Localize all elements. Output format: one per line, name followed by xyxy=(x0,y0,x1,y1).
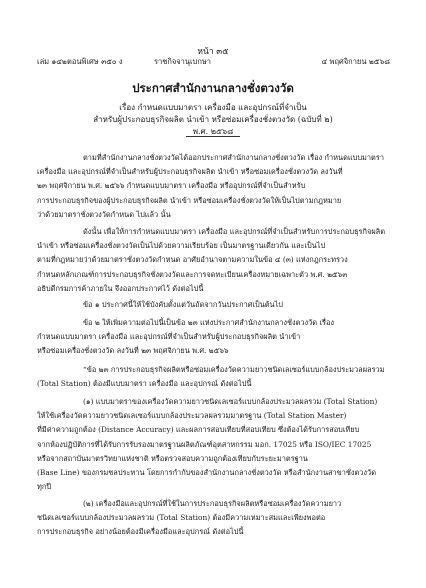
text-line: (Base Line) ของกรมชลประทาน โดยการกำกับของสำนักงานกลางชั่งตวงวัด หรือสำนักงานสาขาชั่งตวงวัด xyxy=(37,468,376,478)
volume-label: เล่ม ๑๔๒ xyxy=(37,57,67,66)
clause-1 xyxy=(37,298,390,312)
clause-2 xyxy=(37,316,390,359)
page-number: หน้า ๓๕ xyxy=(197,47,229,57)
text-line: ดังนั้น เพื่อให้การกำหนดแบบมาตรา เครื่องมือ และอุปกรณ์ที่จำเป็นสำหรับการประกอบธุรกิจผลิต xyxy=(83,227,385,236)
text-line: (๑) แบบมาตราของเครื่องวัดความยาวชนิดเลเซอร์แบบกล้องประมวลผลรวม (Total Station) xyxy=(83,397,378,406)
subject-line: เรื่อง กำหนดแบบมาตรา เครื่องมือ และอุปกรณ์ที่จำเป็น xyxy=(119,103,307,112)
text-line: ที่มีค่าความถูกต้อง (Distance Accuracy) และผลการสอบเทียบที่สอบเทียบ ซึ่งต้องได้รับการสอบเทียบ xyxy=(37,425,360,435)
text-line: ทุกปี xyxy=(37,482,52,492)
text-line: เครื่องมือ และอุปกรณ์ที่จำเป็นสำหรับผู้ประกอบธุรกิจผลิต นำเข้า หรือซ่อมเครื่องชั่งตวงวัด ลงวันที่ xyxy=(37,167,343,177)
text-line: ข้อ ๑ ประกาศนี้ให้ใช้บังคับตั้งแต่วันถัดจากวันประกาศเป็นต้นไป xyxy=(83,300,284,309)
text-line: กำหนดหลักเกณฑ์การประกอบธุรกิจชั่งตวงวัดและการจดทะเบียนเครื่องหมายเฉพาะตัว พ.ศ. ๒๕๖๓ xyxy=(37,269,348,279)
title-divider xyxy=(186,136,240,137)
gazette-header xyxy=(37,56,390,68)
text-line: ชนิดเลเซอร์แบบกล้องประมวลผลรวม (Total Station) ต้องมีความเหมาะสมและเพียงพอต่อ xyxy=(37,513,326,523)
text-line: ว่าด้วยมาตราชั่งตวงวัดกำหนด ไปแล้ว นั้น xyxy=(37,209,171,219)
clause-23-item-2 xyxy=(37,497,390,540)
text-line: หรือซ่อมเครื่องชั่งตวงวัด ลงวันที่ ๒๓ พฤศจิกายน พ.ศ. ๒๕๖๖ xyxy=(37,346,229,356)
part-label: ตอนพิเศษ ๓๕๐ ง xyxy=(67,57,123,66)
text-line: ตามที่กฎหมายว่าด้วยมาตราชั่งตวงวัดกำหนด อาศัยอำนาจตามความในข้อ ๔ (๓) แห่งกฎกระทรวง xyxy=(37,255,348,265)
text-line: อธิบดีกรมการค้าภายใน จึงออกประกาศไว้ ดังต่อไปนี้ xyxy=(37,283,204,293)
text-line: ข้อ ๒ ให้เพิ่มความต่อไปนี้เป็นข้อ ๒๓ แห่งประกาศสำนักงานกลางชั่งตวงวัด เรื่อง xyxy=(83,318,334,327)
text-line: จากห้องปฏิบัติการที่ได้รับการรับรองมาตรฐานผลิตภัณฑ์อุตสาหกรรม มอก. 17025 หรือ ISO/IEC 17025 xyxy=(37,439,372,449)
publication-date: ๔ พฤศจิกายน ๒๕๖๘ xyxy=(321,57,390,66)
text-line: ตามที่สำนักงานกลางชั่งตวงวัดได้ออกประกาศสำนักงานกลางชั่งตวงวัด เรื่อง กำหนดแบบมาตรา xyxy=(83,153,384,162)
text-line: (๒) เครื่องมือและอุปกรณ์ที่ใช้ในการประกอบธุรกิจผลิตหรือซ่อมเครื่องวัดความยาว xyxy=(83,499,342,508)
text-line: การประกอบธุรกิจ อย่างน้อยต้องมีเครื่องมือและอุปกรณ์ ดังต่อไปนี้ xyxy=(37,527,244,537)
subject-year: พ.ศ. ๒๕๖๘ xyxy=(192,127,234,136)
text-line: “ข้อ ๒๓ การประกอบธุรกิจผลิตหรือซ่อมเครื่องวัดความยาวชนิดเลเซอร์แบบกล้องประมวลผลรวม xyxy=(83,365,385,374)
paragraph-preamble xyxy=(37,151,390,222)
gazette-name: ราชกิจจานุเบกษา xyxy=(154,57,212,66)
text-line: การประกอบธุรกิจของผู้ประกอบธุรกิจผลิต นำเข้า หรือซ่อมเครื่องชั่งตวงวัดให้เป็นไปตามกฎหมาย xyxy=(37,195,342,205)
subject-line: สำหรับผู้ประกอบธุรกิจผลิต นำเข้า หรือซ่อมเครื่องชั่งตวงวัด (ฉบับที่ ๒) xyxy=(93,115,333,124)
document-title: ประกาศสำนักงานกลางชั่งตวงวัด xyxy=(132,81,294,95)
text-line: นำเข้า หรือซ่อมเครื่องชั่งตวงวัดเป็นไปด้วยความเรียบร้อย เป็นมาตรฐานเดียวกัน และเป็นไป xyxy=(37,241,326,251)
text-line: ให้ใช้เครื่องวัดความยาวชนิดเลเซอร์แบบกล้องประมวลผลรวมมาตรฐาน (Total Station Master) xyxy=(37,411,347,421)
text-line: (Total Station) ต้องมีแบบมาตรา เครื่องมือ และอุปกรณ์ ดังต่อไปนี้ xyxy=(37,379,252,389)
text-line: ๒๓ พฤศจิกายน พ.ศ. ๒๕๖๖ กำหนดแบบมาตรา เครื่องมือ หรืออุปกรณ์ที่จำเป็นสำหรับ xyxy=(37,181,306,191)
clause-23 xyxy=(37,363,390,391)
paragraph-authority xyxy=(37,225,390,296)
clause-23-item-1 xyxy=(37,395,390,494)
text-line: กำหนดแบบมาตรา เครื่องมือ และอุปกรณ์ที่จำเป็นสำหรับผู้ประกอบธุรกิจผลิต นำเข้า xyxy=(37,332,301,342)
text-line: หรือจากสถาบันมาตรวิทยาแห่งชาติ หรือตรวจสอบความถูกต้องเทียบกับระยะมาตรฐาน xyxy=(37,453,308,463)
